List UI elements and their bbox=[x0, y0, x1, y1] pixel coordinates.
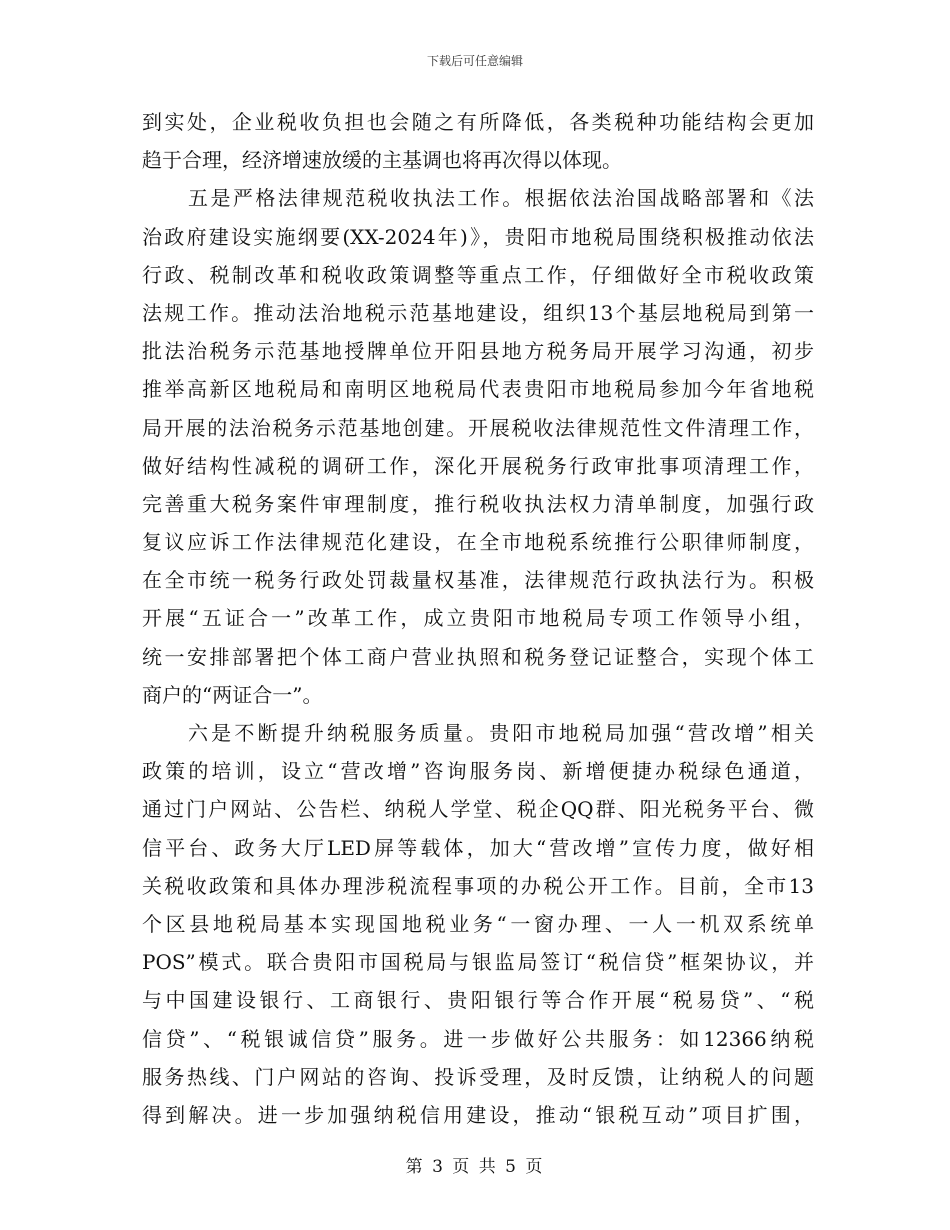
paragraph bbox=[142, 103, 814, 179]
paragraph bbox=[142, 179, 814, 714]
text-line: 个区县地税局基本实现国地税业务“一窗办理、一人一机双系统单 bbox=[142, 911, 814, 936]
header-note: 下载后可任意编辑 bbox=[426, 54, 523, 68]
text-line: 开展“五证合一”改革工作，成立贵阳市地税局专项工作领导小组， bbox=[142, 606, 814, 631]
text-line: 与中国建设银行、工商银行、贵阳银行等合作开展“税易贷”、“税 bbox=[142, 988, 814, 1013]
text-line: 关税收政策和具体办理涉税流程事项的办税公开工作。目前，全市13 bbox=[142, 873, 814, 898]
text-line: 复议应诉工作法律规范化建设，在全市地税系统推行公职律师制度， bbox=[142, 530, 814, 555]
text-line: 统一安排部署把个体工商户营业执照和税务登记证整合，实现个体工 bbox=[142, 644, 814, 669]
text-line: 推举高新区地税局和南明区地税局代表贵阳市地税局参加今年省地税 bbox=[142, 377, 814, 402]
text-line: 政策的培训，设立“营改增”咨询服务岗、新增便捷办税绿色通道， bbox=[142, 759, 814, 784]
text-line: 在全市统一税务行政处罚裁量权基准，法律规范行政执法行为。积极 bbox=[142, 568, 814, 593]
text-line: 行政、税制改革和税收政策调整等重点工作，仔细做好全市税收政策 bbox=[142, 262, 814, 287]
text-line: 通过门户网站、公告栏、纳税人学堂、税企QQ群、阳光税务平台、微 bbox=[142, 797, 814, 822]
text-line: 信平台、政务大厅LED屏等载体，加大“营改增”宣传力度，做好相 bbox=[142, 835, 814, 860]
text-line: 批法治税务示范基地授牌单位开阳县地方税务局开展学习沟通，初步 bbox=[142, 339, 814, 364]
page-number: 第 3 页 共 5 页 bbox=[405, 1157, 545, 1177]
paragraph bbox=[142, 714, 814, 1134]
body-text bbox=[142, 103, 814, 1134]
text-line: 治政府建设实施纲要(XX-2024年)》，贵阳市地税局围绕积极推动依法 bbox=[142, 224, 814, 249]
text-line: 趋于合理，经济增速放缓的主基调也将再次得以体现。 bbox=[142, 148, 622, 173]
text-line: 五是严格法律规范税收执法工作。根据依法治国战略部署和《法 bbox=[188, 186, 814, 211]
text-line: 完善重大税务案件审理制度，推行税收执法权力清单制度，加强行政 bbox=[142, 491, 814, 516]
text-line: 做好结构性减税的调研工作，深化开展税务行政审批事项清理工作， bbox=[142, 453, 814, 478]
text-line: 得到解决。进一步加强纳税信用建设，推动“银税互动”项目扩围， bbox=[142, 1102, 814, 1127]
text-line: 六是不断提升纳税服务质量。贵阳市地税局加强“营改增”相关 bbox=[188, 721, 814, 745]
text-line: 到实处，企业税收负担也会随之有所降低，各类税种功能结构会更加 bbox=[142, 110, 814, 134]
text-line: 局开展的法治税务示范基地创建。开展税收法律规范性文件清理工作， bbox=[142, 415, 814, 440]
text-line: 服务热线、门户网站的咨询、投诉受理，及时反馈，让纳税人的问题 bbox=[142, 1064, 814, 1089]
text-line: 信贷”、“税银诚信贷”服务。进一步做好公共服务：如12366纳税 bbox=[142, 1026, 814, 1051]
text-line: POS”模式。联合贵阳市国税局与银监局签订“税信贷”框架协议，并 bbox=[142, 950, 814, 975]
text-line: 商户的“两证合一”。 bbox=[142, 682, 323, 707]
text-line: 法规工作。推动法治地税示范基地建设，组织13个基层地税局到第一 bbox=[142, 300, 814, 325]
